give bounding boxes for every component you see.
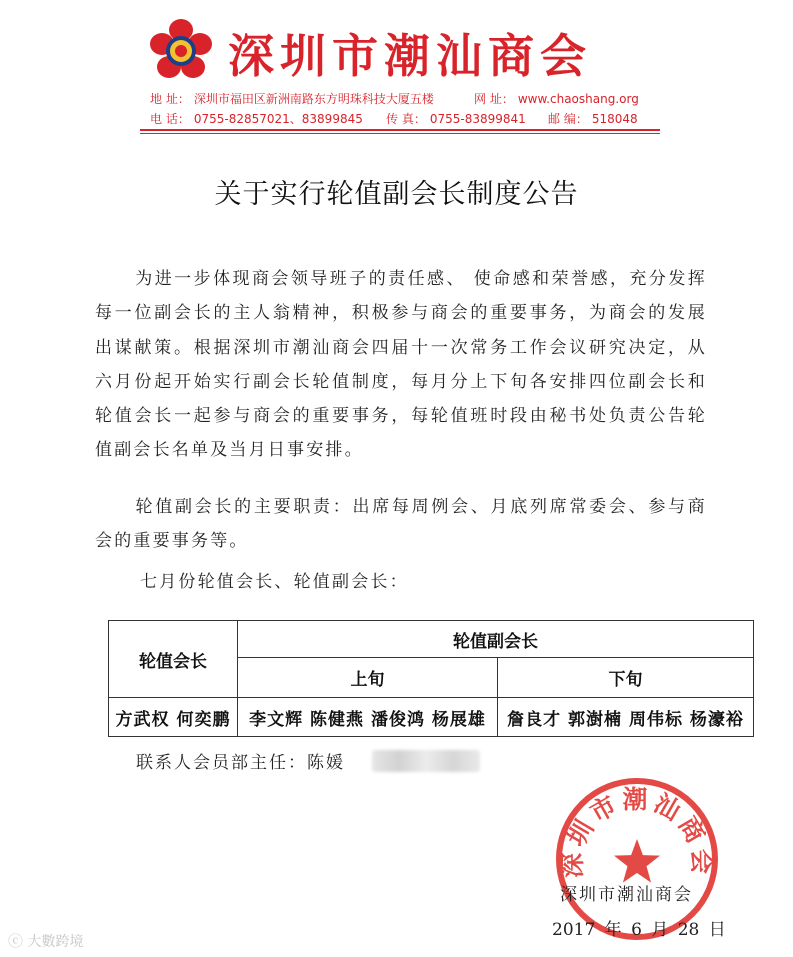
- postcode-label: 邮 编：: [548, 112, 588, 126]
- phone-line: [150, 110, 363, 127]
- address-value: 深圳市福田区新洲南路东方明珠科技大厦五楼: [193, 92, 434, 106]
- watermark-text: 大數跨境: [27, 934, 84, 950]
- watermark-logo-icon: ⓒ: [8, 932, 24, 950]
- table-header-row: [109, 621, 754, 658]
- document-title: 关于实行轮值副会长制度公告: [214, 179, 579, 210]
- fax-value: 0755-83899841: [429, 112, 526, 126]
- table-row: [109, 698, 754, 737]
- header-rotating-president: 轮值会长: [109, 621, 238, 698]
- seal-text: 深圳市潮汕商会: [557, 785, 717, 879]
- contact-line: [136, 748, 345, 773]
- document-date: 2017 年 6 月 28 日: [552, 920, 726, 940]
- phone-value: 0755-82857021、83899845: [193, 112, 363, 126]
- website-line: [474, 90, 639, 107]
- paragraph-intro-text: 为进一步体现商会领导班子的责任感、 使命感和荣誉感，充分发挥每一位副会长的主人翁精神，积极参与商会的重要事务，为商会的发展出谋献策。根据深圳市潮汕商会四届十一次常务工作会议研究决定，从六月份起开始实行副会长轮值制度，每月分上下旬各安排四位副会长和轮值会长一起参与商会的重要事务，每轮值班时段由秘书处负责公告轮值副会长名单及当月日事安排。: [95, 269, 707, 461]
- roster-table: [108, 620, 754, 737]
- redacted-phone-blur: [372, 750, 480, 772]
- website-label: 网 址：: [474, 92, 514, 106]
- website-value[interactable]: www.chaoshang.org: [517, 92, 639, 106]
- postcode-line: [548, 110, 638, 127]
- fax-line: [386, 110, 526, 127]
- header-rotating-vice-president: 轮值副会长: [238, 621, 754, 658]
- address-line: [150, 90, 434, 107]
- cell-first-half-names: 李文辉 陈健燕 潘俊鸿 杨展雄: [238, 698, 498, 737]
- cell-second-half-names: 詹良才 郭澍楠 周伟标 杨濠裕: [498, 698, 754, 737]
- paragraph-intro: [95, 262, 707, 468]
- postcode-value: 518048: [591, 112, 638, 126]
- contact-name: 陈媛: [307, 753, 345, 773]
- fax-label: 传 真：: [386, 112, 426, 126]
- watermark: [8, 930, 83, 951]
- paragraph-duties: [95, 490, 707, 559]
- header-last-ten-days: 下旬: [498, 658, 754, 698]
- paragraph-july-roster: 七月份轮值会长、轮值副会长：: [140, 572, 409, 592]
- header-first-ten-days: 上旬: [238, 658, 498, 698]
- cell-president-names: 方武权 何奕鹏: [109, 698, 238, 737]
- org-name: 深圳市潮汕商会: [228, 29, 592, 83]
- address-label: 地 址：: [150, 92, 190, 106]
- contact-label: 联系人会员部主任：: [136, 753, 307, 773]
- signer-name: 深圳市潮汕商会: [560, 885, 693, 905]
- letterhead-divider-thin: [140, 133, 660, 134]
- letterhead-divider: [140, 129, 660, 131]
- paragraph-duties-text: 轮值副会长的主要职责：出席每周例会、月底列席常委会、参与商会的重要事务等。: [95, 497, 707, 552]
- chamber-logo-icon: [148, 18, 214, 84]
- phone-label: 电 话：: [150, 112, 190, 126]
